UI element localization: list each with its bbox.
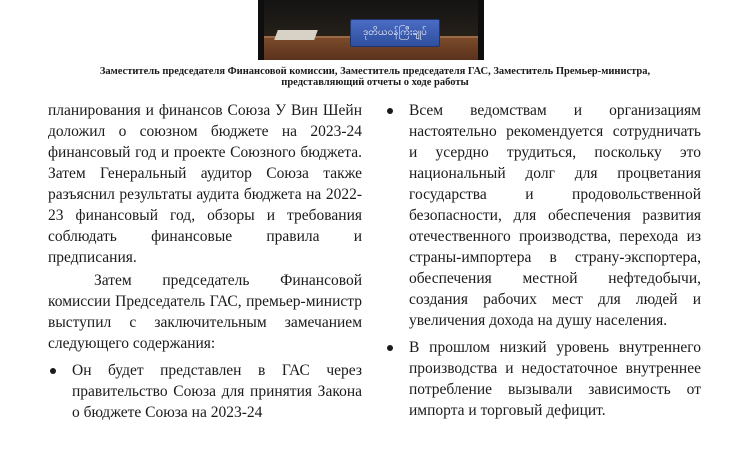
right-bullet-text-1: Всем ведомствам и организациям настоятельно рекомендуется сотрудничать и усердно трудиться, поскольку это национальный долг для процветания государства и продовольственной безопасности, для обеспечения развития отечественного производства, перехода из страны-импортера в страну-экспортера, обеспечения местной нефтедобычи, создания рабочих мест для людей и увеличения дохода на душу населения. bbox=[409, 102, 701, 329]
right-column bbox=[385, 100, 701, 421]
left-bullet-list bbox=[48, 360, 362, 423]
left-column bbox=[48, 100, 362, 423]
right-bullet-item-2 bbox=[385, 337, 701, 421]
photo-frame-left bbox=[258, 0, 264, 60]
photo-nameplate: ဒုတိယဝန်ကြီးချုပ် bbox=[350, 19, 440, 47]
photo-frame-right bbox=[478, 0, 484, 60]
right-bullet-item-1 bbox=[385, 100, 701, 331]
right-bullet-text-2: В прошлом низкий уровень внутреннего производства и недостаточное внутреннее потребление вызывали зависимость от импорта и торговый дефицит. bbox=[409, 339, 701, 419]
left-bullet-item bbox=[48, 360, 362, 423]
right-bullet-list bbox=[385, 100, 701, 421]
bullet-icon bbox=[50, 368, 56, 374]
left-paragraph-1: планирования и финансов Союза У Вин Шейн доложил о союзном бюджете на 2023-24 финансовый год и проекте Союзного бюджета. Затем Генеральный аудитор Союза также разъяснил результаты аудита бюджета на 2022-23 финансовый год, обзоры и требования соблюдать финансовые правила и предписания. bbox=[48, 102, 362, 266]
article-photo bbox=[258, 0, 484, 60]
photo-paper bbox=[274, 30, 318, 40]
bullet-icon bbox=[387, 345, 393, 351]
photo-caption: Заместитель председателя Финансовой комиссии, Заместитель председателя ГАС, Заместитель Премьер-министра, представляющий отчеты о ходе работы bbox=[99, 66, 651, 88]
bullet-icon bbox=[387, 108, 393, 114]
left-bullet-text: Он будет представлен в ГАС через правительство Союза для принятия Закона о бюджете Союза на 2023-24 bbox=[72, 362, 362, 421]
left-paragraph-2: Затем председатель Финансовой комиссии Председатель ГАС, премьер-министр выступил с заключительным замечанием следующего содержания: bbox=[48, 272, 362, 352]
